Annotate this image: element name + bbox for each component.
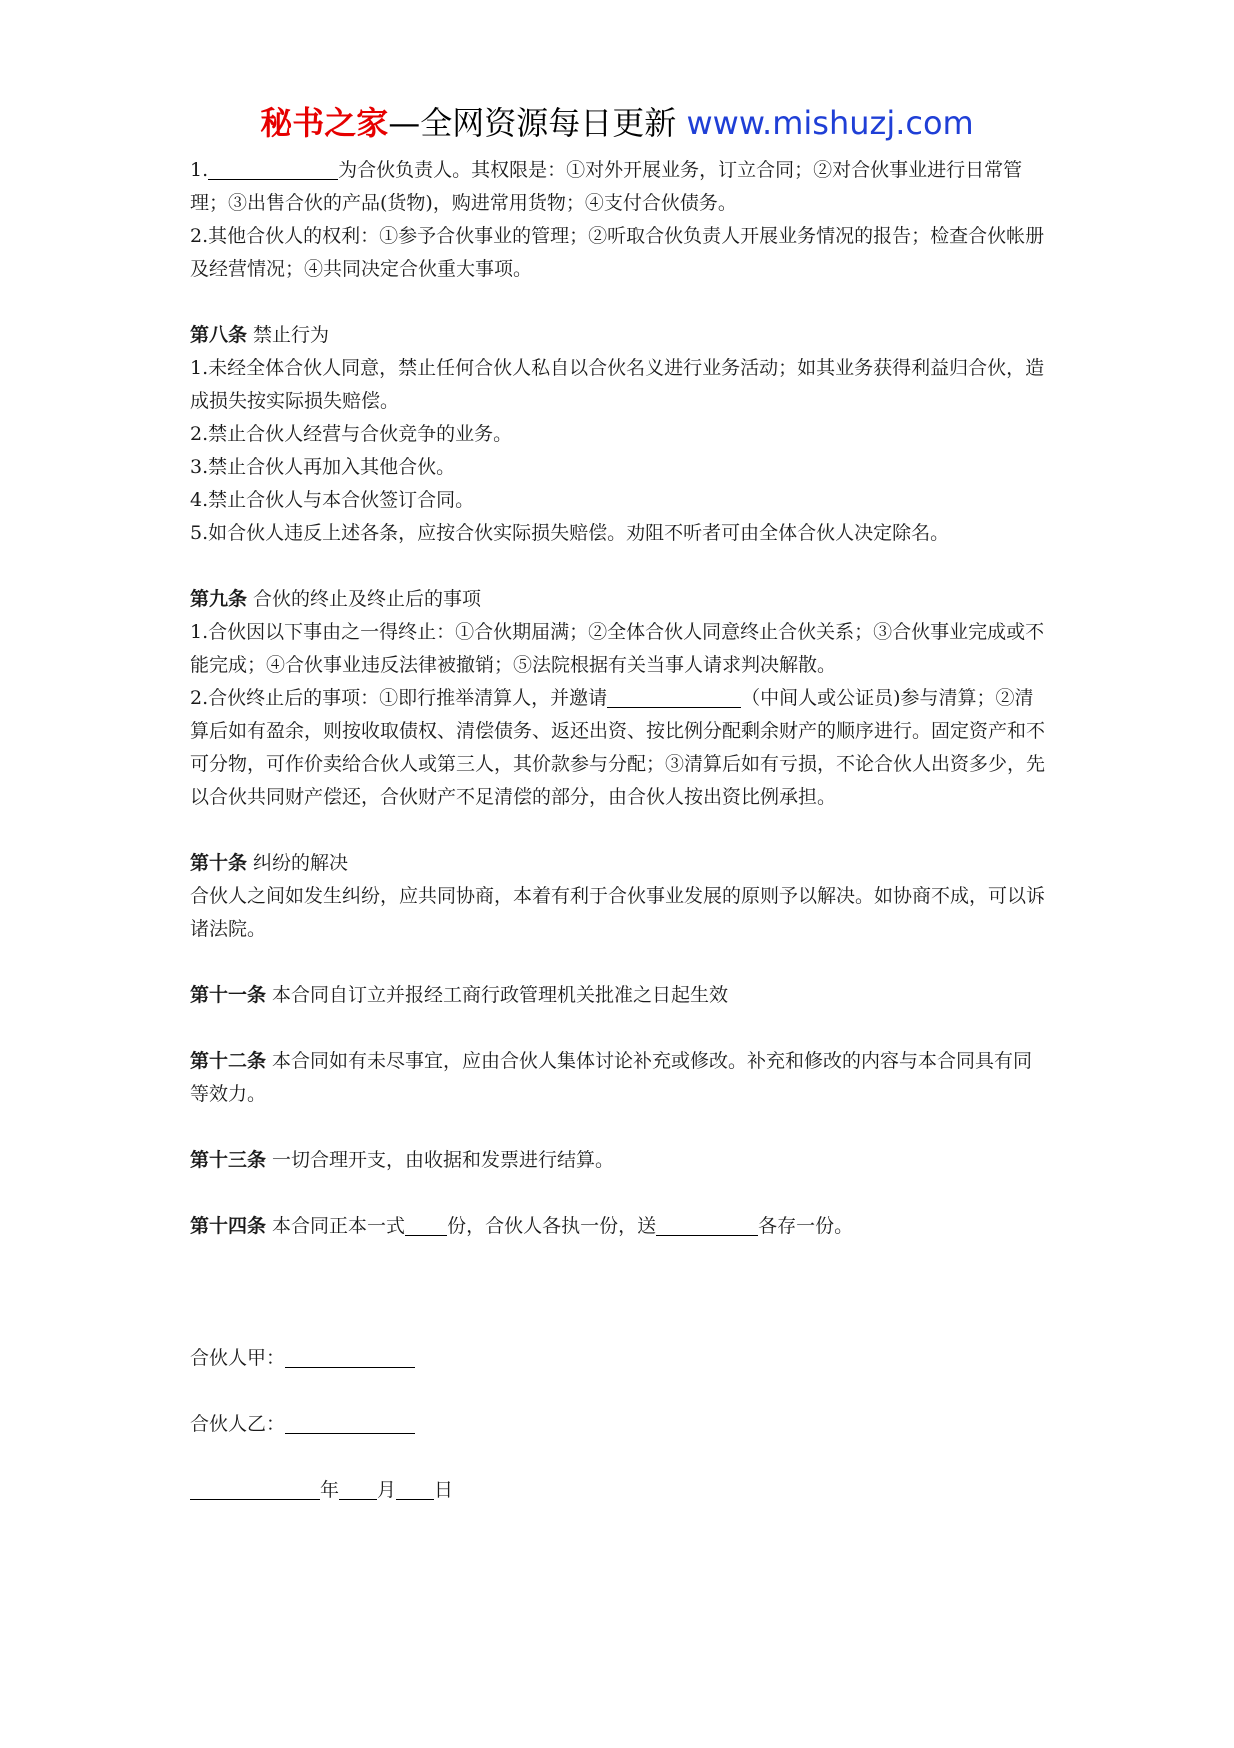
article-text: 本合同如有未尽事宜，应由合伙人集体讨论补充或修改。补充和修改的内容与本合同具有同等效力。 [190, 1050, 1033, 1105]
paragraph-text: 为合伙负责人。其权限是：①对外开展业务，订立合同；②对合伙事业进行日常管理；③出售合伙的产品(货物)，购进常用货物；④支付合伙债务。 [190, 159, 1023, 214]
section10-paragraph-1: 合伙人之间如发生纠纷，应共同协商，本着有利于合伙事业发展的原则予以解决。如协商不成，可以诉诸法院。 [190, 885, 1046, 940]
section9-paragraph-2 [190, 682, 1050, 814]
section8-paragraph-5: 5.如合伙人违反上述各条，应按合伙实际损失赔偿。劝阻不听者可由全体合伙人决定除名。 [190, 522, 950, 544]
section9-heading [190, 583, 1050, 616]
section9-paragraph-1: 1.合伙因以下事由之一得终止：①合伙期届满；②全体合伙人同意终止合伙关系；③合伙事业完成或不能完成；④合伙事业违反法律被撤销；⑤法院根据有关当事人请求判决解散。 [190, 621, 1045, 676]
year-label: 年 [320, 1479, 340, 1501]
article-text: 一切合理开支，由收据和发票进行结算。 [266, 1149, 615, 1171]
fill-blank [208, 157, 338, 180]
site-slogan: —全网资源每日更新 [388, 104, 687, 142]
site-brand: 秘书之家 [260, 104, 389, 142]
article-text: 本合同正本一式 [266, 1215, 406, 1237]
section8-paragraph-2: 2.禁止合伙人经营与合伙竞争的业务。 [190, 423, 513, 445]
signature-label: 合伙人乙： [190, 1413, 286, 1435]
section7-paragraph-2: 2.其他合伙人的权利：①参予合伙事业的管理；②听取合伙负责人开展业务情况的报告；检查合伙帐册及经营情况；④共同决定合伙重大事项。 [190, 225, 1045, 280]
fill-blank [607, 685, 741, 708]
article-text: 本合同自订立并报经工商行政管理机关批准之日起生效 [266, 984, 729, 1006]
section7-paragraph-1 [190, 154, 1050, 220]
section8-paragraph-3: 3.禁止合伙人再加入其他合伙。 [190, 456, 456, 478]
site-url-link[interactable]: www.mishuzj.com [686, 104, 974, 142]
article-text: 份，合伙人各执一份，送 [447, 1215, 657, 1237]
section12 [190, 1045, 1050, 1111]
article-number: 第十一条 [190, 984, 267, 1006]
section10-heading [190, 847, 1050, 880]
article-text: 各存一份。 [758, 1215, 854, 1237]
signature-party-b [190, 1408, 1050, 1441]
month-blank [339, 1477, 377, 1500]
paragraph-text: （中间人或公证员)参与清算；②清算后如有盈余，则按收取债权、清偿债务、返还出资、按比例分配剩余财产的顺序进行。固定资产和不可分物，可作价卖给合伙人或第三人，其价款参与分配；③清算后如有亏损，不论合伙人出资多少，先以合伙共同财产偿还，合伙财产不足清偿的部分，由合伙人按出资比例承担。 [190, 687, 1046, 808]
article-number: 第十条 [190, 852, 248, 874]
section14 [190, 1210, 1050, 1243]
contract-body [190, 154, 1050, 1507]
article-number: 第十三条 [190, 1149, 267, 1171]
article-title: 合伙的终止及终止后的事项 [247, 588, 482, 610]
day-blank [396, 1477, 434, 1500]
section8-heading [190, 319, 1050, 352]
month-label: 月 [377, 1479, 397, 1501]
section8-paragraph-1: 1.未经全体合伙人同意，禁止任何合伙人私自以合伙名义进行业务活动；如其业务获得利益归合伙，造成损失按实际损失赔偿。 [190, 357, 1045, 412]
year-blank [190, 1477, 320, 1500]
article-title: 纠纷的解决 [247, 852, 349, 874]
signature-label: 合伙人甲： [190, 1347, 286, 1369]
article-number: 第九条 [190, 588, 248, 610]
article-title: 禁止行为 [247, 324, 330, 346]
article-number: 第八条 [190, 324, 248, 346]
fill-blank [405, 1213, 447, 1236]
site-header [0, 101, 1234, 145]
paragraph-text: 2.合伙终止后的事项：①即行推举清算人，并邀请 [190, 687, 608, 709]
signature-party-a [190, 1342, 1050, 1375]
article-number: 第十四条 [190, 1215, 267, 1237]
day-label: 日 [434, 1479, 454, 1501]
signature-blank [285, 1345, 415, 1368]
section13 [190, 1144, 1050, 1177]
signature-blank [285, 1411, 415, 1434]
fill-blank [656, 1213, 758, 1236]
section11 [190, 979, 1050, 1012]
section8-paragraph-4: 4.禁止合伙人与本合伙签订合同。 [190, 489, 475, 511]
article-number: 第十二条 [190, 1050, 267, 1072]
signature-date [190, 1474, 1050, 1507]
para-number: 1. [190, 159, 209, 181]
